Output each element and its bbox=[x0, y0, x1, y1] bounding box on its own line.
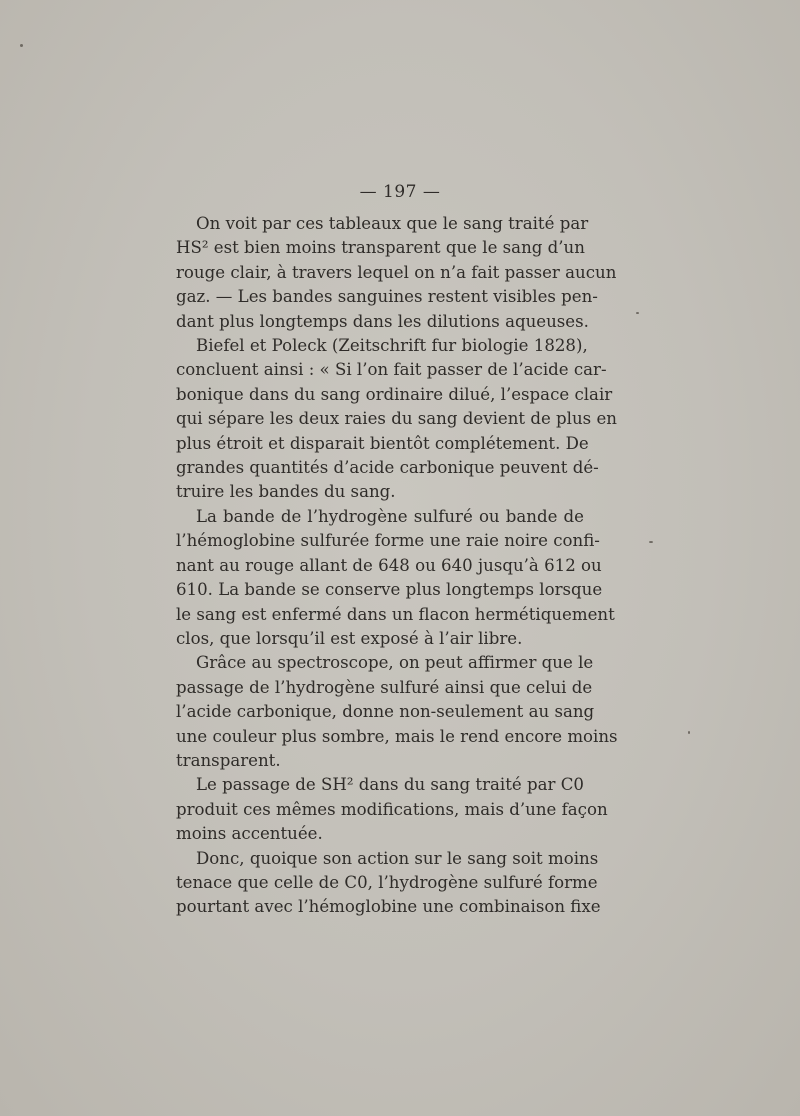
text-line: pourtant avec l’hémoglobine une combinaison fixe bbox=[176, 897, 601, 917]
text-line: tenace que celle de C0, l’hydrogène sulfuré forme bbox=[176, 872, 598, 892]
text-line: le sang est enfermé dans un flacon hermétiquement bbox=[176, 604, 615, 624]
text-line: qui sépare les deux raies du sang devient de plus en bbox=[176, 409, 617, 429]
text-line: gaz. — Les bandes sanguines restent visibles pen- bbox=[176, 287, 598, 307]
paragraph bbox=[176, 334, 617, 505]
paragraph bbox=[176, 651, 618, 773]
paragraph bbox=[176, 847, 601, 920]
text-line: dant plus longtemps dans les dilutions aqueuses. bbox=[176, 311, 589, 331]
text-line: Donc, quoique son action sur le sang soit moins bbox=[196, 848, 599, 868]
text-line: une couleur plus sombre, mais le rend encore moins bbox=[176, 726, 618, 746]
text-line: HS² est bien moins transparent que le sang d’un bbox=[176, 238, 585, 258]
text-line: moins accentuée. bbox=[176, 824, 323, 844]
paragraph bbox=[176, 773, 608, 846]
text-line: passage de l’hydrogène sulfuré ainsi que celui de bbox=[176, 677, 593, 697]
text-line: La bande de l’hydrogène sulfuré ou bande de bbox=[196, 506, 584, 526]
paragraph bbox=[176, 212, 617, 334]
text-line: 610. La bande se conserve plus longtemps lorsque bbox=[176, 580, 603, 600]
text-line: Grâce au spectroscope, on peut affirmer que le bbox=[196, 653, 594, 673]
text-line: l’acide carbonique, donne non-seulement au sang bbox=[176, 702, 595, 722]
text-line: On voit par ces tableaux que le sang traité par bbox=[196, 214, 589, 233]
text-line: Biefel et Poleck (Zeitschrift fur biologie 1828), bbox=[196, 336, 588, 356]
text-line: plus étroit et disparait bientôt complétement. De bbox=[176, 433, 589, 453]
text-line: bonique dans du sang ordinaire dilué, l’espace clair bbox=[176, 384, 613, 404]
text-line: transparent. bbox=[176, 750, 281, 770]
paper-speck bbox=[20, 44, 23, 47]
text-line: truire les bandes du sang. bbox=[176, 482, 396, 502]
body-text bbox=[176, 212, 618, 920]
paper-speck bbox=[649, 541, 653, 543]
text-line: produit ces mêmes modifications, mais d’une façon bbox=[176, 799, 608, 819]
paper-speck bbox=[636, 312, 639, 314]
paragraph bbox=[176, 505, 615, 651]
text-line: nant au rouge allant de 648 ou 640 jusqu’à 612 ou bbox=[176, 555, 602, 575]
paper-speck bbox=[688, 731, 690, 734]
text-line: concluent ainsi : « Si l’on fait passer de l’acide car- bbox=[176, 360, 607, 380]
text-line: grandes quantités d’acide carbonique peuvent dé- bbox=[176, 458, 599, 478]
text-line: Le passage de SH² dans du sang traité par C0 bbox=[196, 775, 584, 795]
text-line: clos, que lorsqu’il est exposé à l’air libre. bbox=[176, 628, 523, 648]
text-line: l’hémoglobine sulfurée forme une raie noire confi- bbox=[176, 531, 600, 551]
text-line: rouge clair, à travers lequel on n’a fait passer aucun bbox=[176, 262, 617, 282]
page-number: — 197 — bbox=[359, 182, 441, 202]
